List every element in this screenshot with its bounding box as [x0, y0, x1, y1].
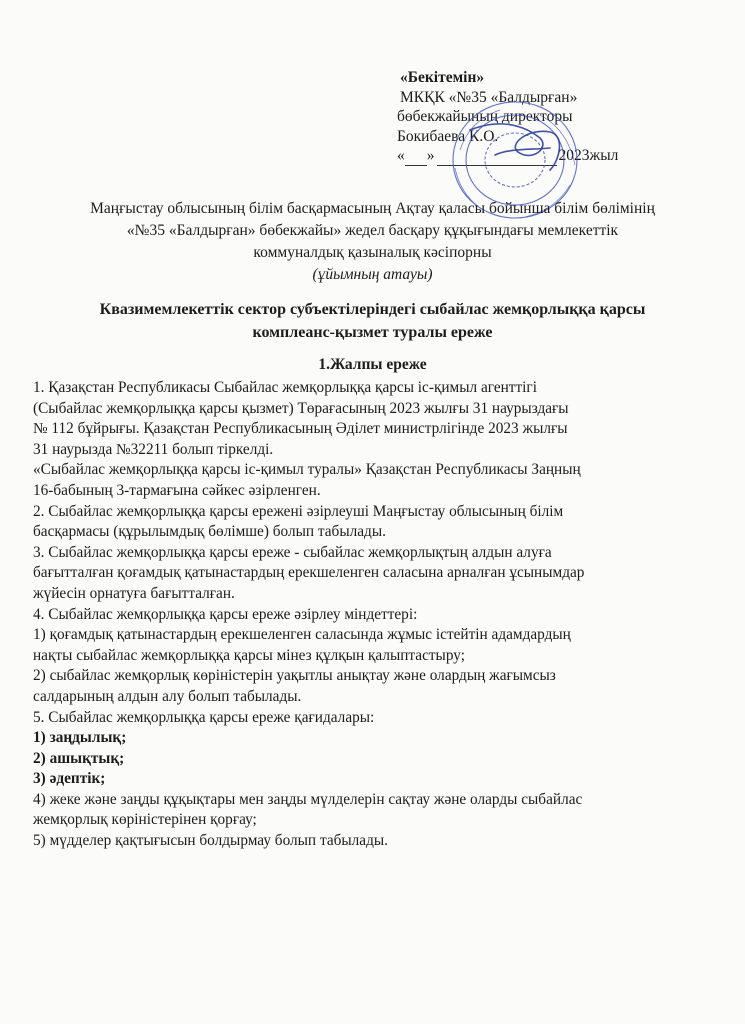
- approval-org-line: МКҚК «№35 «Балдырған»: [400, 88, 578, 106]
- principle-item: 3) әдептік;: [33, 770, 106, 788]
- date-open-quote: «: [397, 147, 405, 164]
- document-title-line-2: комплеанс-қызмет туралы ереже: [252, 323, 493, 341]
- principle-item: 2) ашықтық;: [33, 749, 125, 767]
- text-line: «Сыбайлас жемқорлыққа қарсы іс-қимыл туралы» Қазақстан Республикасы Заңның: [33, 461, 581, 479]
- text-line: жүйесін орнатуға бағытталған.: [33, 584, 235, 602]
- text-line: 31 наурызда №32211 болып тіркелді.: [33, 440, 274, 458]
- text-line: 2) сыбайлас жемқорлық көріністерін уақытлы анықтау және олардың жағымсыз: [33, 667, 556, 685]
- approval-director-name: Бокибаева К.О.: [397, 127, 499, 145]
- document-body: [33, 378, 723, 852]
- text-line: 1. Қазақстан Республикасы Сыбайлас жемқорлыққа қарсы іс-қимыл агенттігі: [33, 379, 537, 396]
- date-close-quote: »: [426, 147, 435, 164]
- text-line: нақты сыбайлас жемқорлыққа қарсы мінез құлқын қалыптастыру;: [33, 646, 465, 664]
- organization-line-1: Маңғыстау облысының білім басқармасының Ақтау қаласы бойынша білім бөлімінің: [90, 200, 655, 217]
- text-line: бағытталған қоғамдық қатынастардың ерекшеленген саласына арналған ұсынымдар: [33, 564, 585, 582]
- organization-line-3: коммуналдық қазыналық кәсіпорны: [253, 244, 492, 261]
- organization-line-2: «№35 «Балдырған» бөбекжайы» жедел басқару құқығындағы мемлекеттік: [126, 222, 619, 239]
- text-line: жемқорлық көріністерінен қорғау;: [33, 811, 257, 829]
- principle-item: 5) мүдделер қақтығысын болдырмау болып табылады.: [33, 832, 388, 850]
- approval-heading: «Бекітемін»: [400, 69, 485, 86]
- text-line: 16-бабының 3-тармағына сәйкес әзірленген.: [33, 481, 321, 499]
- text-line: салдарының алдын алу болып табылады.: [33, 687, 302, 705]
- document-title: [40, 299, 705, 344]
- text-line: 4. Сыбайлас жемқорлыққа қарсы ереже әзірлеу міндеттері:: [33, 605, 418, 623]
- principle-item: 1) заңдылық;: [33, 729, 127, 747]
- text-line: 3. Сыбайлас жемқорлыққа қарсы ереже - сыбайлас жемқорлықтың алдын алуға: [33, 543, 552, 561]
- text-line: басқармасы (құрылымдық бөлімше) болып табылады.: [33, 523, 386, 541]
- document-title-line-1: Квазимемлекеттік сектор субъектілеріндегі сыбайлас жемқорлыққа қарсы: [99, 301, 646, 318]
- text-line: 5. Сыбайлас жемқорлыққа қарсы ереже қағидалары:: [33, 708, 375, 726]
- text-line: № 112 бұйрығы. Қазақстан Республикасының Әділет министрлігінде 2023 жылғы: [33, 420, 568, 438]
- organization-block: [40, 198, 705, 286]
- principle-item: 4) жеке және заңды құқықтары мен заңды мүлделерін сақтау және оларды сыбайлас: [33, 790, 583, 808]
- approval-position-line: бөбекжайының директоры: [397, 108, 573, 125]
- text-line: 2. Сыбайлас жемқорлыққа қарсы ережені әзірлеуші Маңғыстау облысының білім: [33, 502, 564, 520]
- text-line: (Сыбайлас жемқорлыққа қарсы қызмет) Төрағасының 2023 жылғы 31 наурыздағы: [33, 399, 569, 417]
- section-heading: 1.Жалпы ереже: [318, 356, 427, 373]
- text-line: 1) қоғамдық қатынастардың ерекшеленген саласында жұмыс істейтін адамдардың: [33, 626, 571, 644]
- approval-year: 2023жыл: [558, 147, 619, 164]
- organization-caption: (ұйымның атауы): [312, 266, 433, 283]
